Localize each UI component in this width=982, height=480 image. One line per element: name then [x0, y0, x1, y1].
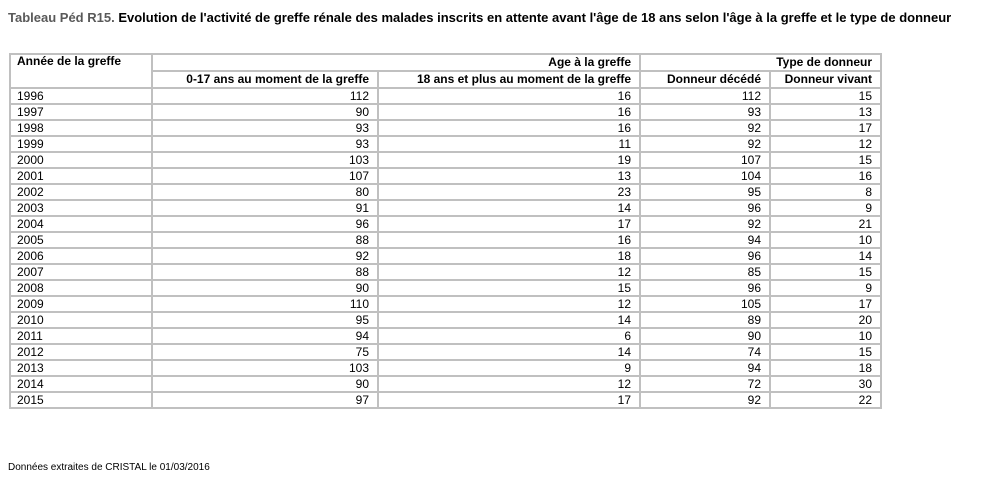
table-row — [10, 296, 881, 312]
cell-age-0-17: 90 — [152, 104, 378, 120]
cell-deceased-donor: 92 — [640, 392, 770, 408]
cell-age-18-plus: 16 — [378, 232, 640, 248]
table-row — [10, 152, 881, 168]
cell-age-0-17: 93 — [152, 136, 378, 152]
header-year: Année de la greffe — [10, 54, 152, 88]
cell-year: 1996 — [10, 88, 152, 104]
table-row — [10, 248, 881, 264]
cell-age-18-plus: 12 — [378, 264, 640, 280]
cell-age-0-17: 75 — [152, 344, 378, 360]
cell-living-donor: 12 — [770, 136, 881, 152]
cell-deceased-donor: 105 — [640, 296, 770, 312]
table-title — [8, 10, 968, 26]
cell-year: 1997 — [10, 104, 152, 120]
table-row — [10, 232, 881, 248]
cell-living-donor: 22 — [770, 392, 881, 408]
cell-age-0-17: 94 — [152, 328, 378, 344]
header-living-donor: Donneur vivant — [770, 71, 881, 88]
cell-age-0-17: 92 — [152, 248, 378, 264]
cell-deceased-donor: 104 — [640, 168, 770, 184]
cell-year: 2001 — [10, 168, 152, 184]
cell-year: 2004 — [10, 216, 152, 232]
cell-year: 2002 — [10, 184, 152, 200]
cell-age-18-plus: 9 — [378, 360, 640, 376]
cell-age-18-plus: 12 — [378, 296, 640, 312]
cell-deceased-donor: 93 — [640, 104, 770, 120]
table-row — [10, 88, 881, 104]
table-title-text: Evolution de l'activité de greffe rénale des malades inscrits en attente avant l'âge de 18 ans selon l'âge à la greffe et le type de donneur — [118, 10, 952, 25]
cell-year: 2000 — [10, 152, 152, 168]
table-row — [10, 184, 881, 200]
cell-age-0-17: 97 — [152, 392, 378, 408]
cell-age-0-17: 91 — [152, 200, 378, 216]
cell-year: 2005 — [10, 232, 152, 248]
cell-deceased-donor: 74 — [640, 344, 770, 360]
cell-deceased-donor: 92 — [640, 136, 770, 152]
cell-age-18-plus: 18 — [378, 248, 640, 264]
table-row — [10, 216, 881, 232]
table-row — [10, 360, 881, 376]
cell-deceased-donor: 96 — [640, 280, 770, 296]
cell-age-0-17: 88 — [152, 232, 378, 248]
cell-living-donor: 17 — [770, 120, 881, 136]
cell-age-18-plus: 11 — [378, 136, 640, 152]
cell-living-donor: 13 — [770, 104, 881, 120]
cell-living-donor: 16 — [770, 168, 881, 184]
cell-age-18-plus: 6 — [378, 328, 640, 344]
cell-deceased-donor: 94 — [640, 232, 770, 248]
cell-year: 2009 — [10, 296, 152, 312]
cell-age-0-17: 103 — [152, 152, 378, 168]
cell-age-18-plus: 12 — [378, 376, 640, 392]
cell-year: 2015 — [10, 392, 152, 408]
cell-living-donor: 15 — [770, 152, 881, 168]
cell-age-18-plus: 23 — [378, 184, 640, 200]
header-age-18-plus: 18 ans et plus au moment de la greffe — [378, 71, 640, 88]
cell-deceased-donor: 89 — [640, 312, 770, 328]
table-row — [10, 104, 881, 120]
header-deceased-donor: Donneur décédé — [640, 71, 770, 88]
table-row — [10, 120, 881, 136]
cell-age-18-plus: 16 — [378, 104, 640, 120]
cell-living-donor: 15 — [770, 344, 881, 360]
cell-age-18-plus: 17 — [378, 216, 640, 232]
cell-deceased-donor: 92 — [640, 216, 770, 232]
cell-year: 2003 — [10, 200, 152, 216]
cell-deceased-donor: 96 — [640, 248, 770, 264]
header-age-group: Age à la greffe — [152, 54, 640, 71]
cell-age-0-17: 80 — [152, 184, 378, 200]
cell-year: 2006 — [10, 248, 152, 264]
table-row — [10, 328, 881, 344]
cell-age-18-plus: 16 — [378, 120, 640, 136]
table-body — [10, 88, 881, 408]
cell-age-0-17: 95 — [152, 312, 378, 328]
cell-deceased-donor: 85 — [640, 264, 770, 280]
table-row — [10, 136, 881, 152]
header-donor-group: Type de donneur — [640, 54, 881, 71]
cell-age-18-plus: 19 — [378, 152, 640, 168]
cell-age-0-17: 107 — [152, 168, 378, 184]
cell-deceased-donor: 94 — [640, 360, 770, 376]
cell-living-donor: 8 — [770, 184, 881, 200]
cell-age-18-plus: 16 — [378, 88, 640, 104]
cell-deceased-donor: 107 — [640, 152, 770, 168]
source-note: Données extraites de CRISTAL le 01/03/2016 — [8, 462, 210, 473]
cell-year: 2010 — [10, 312, 152, 328]
cell-deceased-donor: 96 — [640, 200, 770, 216]
cell-year: 2011 — [10, 328, 152, 344]
cell-age-0-17: 96 — [152, 216, 378, 232]
cell-deceased-donor: 95 — [640, 184, 770, 200]
cell-age-18-plus: 14 — [378, 200, 640, 216]
table-title-prefix: Tableau Péd R15. — [8, 10, 115, 25]
cell-age-18-plus: 13 — [378, 168, 640, 184]
cell-deceased-donor: 90 — [640, 328, 770, 344]
cell-living-donor: 10 — [770, 328, 881, 344]
cell-age-18-plus: 17 — [378, 392, 640, 408]
cell-year: 2013 — [10, 360, 152, 376]
cell-year: 2014 — [10, 376, 152, 392]
cell-living-donor: 9 — [770, 200, 881, 216]
table-row — [10, 312, 881, 328]
cell-age-0-17: 110 — [152, 296, 378, 312]
table-row — [10, 392, 881, 408]
cell-living-donor: 15 — [770, 88, 881, 104]
cell-age-0-17: 90 — [152, 280, 378, 296]
cell-living-donor: 30 — [770, 376, 881, 392]
cell-year: 1999 — [10, 136, 152, 152]
cell-age-0-17: 103 — [152, 360, 378, 376]
cell-age-0-17: 93 — [152, 120, 378, 136]
data-table — [9, 53, 882, 409]
cell-deceased-donor: 92 — [640, 120, 770, 136]
cell-age-0-17: 90 — [152, 376, 378, 392]
table-row — [10, 376, 881, 392]
cell-year: 1998 — [10, 120, 152, 136]
cell-age-18-plus: 14 — [378, 344, 640, 360]
table-row — [10, 168, 881, 184]
cell-year: 2008 — [10, 280, 152, 296]
cell-age-18-plus: 14 — [378, 312, 640, 328]
cell-deceased-donor: 72 — [640, 376, 770, 392]
cell-living-donor: 14 — [770, 248, 881, 264]
cell-living-donor: 15 — [770, 264, 881, 280]
header-age-0-17: 0-17 ans au moment de la greffe — [152, 71, 378, 88]
cell-living-donor: 10 — [770, 232, 881, 248]
cell-living-donor: 17 — [770, 296, 881, 312]
cell-living-donor: 20 — [770, 312, 881, 328]
cell-deceased-donor: 112 — [640, 88, 770, 104]
table-row — [10, 200, 881, 216]
cell-living-donor: 21 — [770, 216, 881, 232]
cell-age-0-17: 88 — [152, 264, 378, 280]
cell-living-donor: 18 — [770, 360, 881, 376]
cell-year: 2012 — [10, 344, 152, 360]
cell-living-donor: 9 — [770, 280, 881, 296]
header-row-group — [10, 54, 881, 71]
table-row — [10, 344, 881, 360]
cell-age-0-17: 112 — [152, 88, 378, 104]
table-row — [10, 264, 881, 280]
cell-year: 2007 — [10, 264, 152, 280]
cell-age-18-plus: 15 — [378, 280, 640, 296]
table-row — [10, 280, 881, 296]
